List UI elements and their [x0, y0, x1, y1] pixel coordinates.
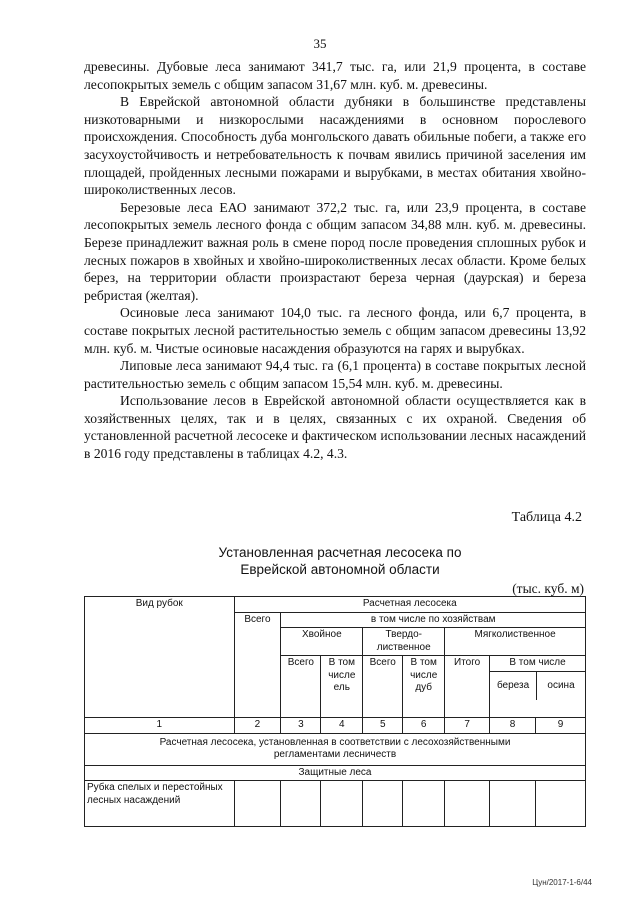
header-cell-label: В том числе	[490, 656, 585, 672]
section-row	[85, 733, 586, 765]
body-text	[84, 58, 586, 463]
page-number: 35	[313, 36, 327, 51]
column-number: 8	[490, 718, 536, 734]
header-cell: Всего	[363, 656, 403, 718]
header-cell-label: осина	[547, 679, 575, 691]
column-number: 3	[281, 718, 321, 734]
table-cell	[363, 781, 403, 827]
paragraph: Березовые леса ЕАО занимают 372,2 тыс. га, или 23,9 процента, в составе лесопокрытых земель лесного фонда с общим запасом 34,88 млн. куб. м. древесины. Березе принадлежит важная роль в смене пород после проведения сплошных рубок и лесных пожаров в хвойных и хвойно-широколиственных лесах области. Кроме белых берез, на территории области произрастают береза черная (даурская) и береза ребристая (желтая).	[84, 199, 586, 303]
column-number: 9	[536, 718, 586, 734]
table-cell	[490, 781, 536, 827]
header-cell: Хвойное	[281, 628, 363, 656]
column-number: 4	[321, 718, 363, 734]
column-number-row	[85, 718, 586, 734]
header-cell: Мягколиственное	[445, 628, 586, 656]
header-cell: Всего	[281, 656, 321, 718]
column-number: 2	[234, 718, 281, 734]
table-row	[85, 781, 586, 827]
column-number: 7	[445, 718, 490, 734]
table-title-line: Установленная расчетная лесосека по	[218, 545, 462, 560]
header-cell	[490, 656, 586, 718]
header-cell: Расчетная лесосека	[234, 597, 586, 613]
header-cell: В том числе ель	[321, 656, 363, 718]
table-cell	[536, 781, 586, 827]
header-cell: В том числе дуб	[403, 656, 445, 718]
table-cell	[445, 781, 490, 827]
header-cell: Всего	[234, 612, 281, 718]
paragraph: Липовые леса занимают 94,4 тыс. га (6,1 процента) в составе покрытых лесной растительностью земель с общим запасом 15,54 млн. куб. м. древесины.	[84, 358, 586, 391]
header-subcells	[490, 672, 585, 701]
table-cell	[281, 781, 321, 827]
row-label: Рубка спелых и перестойных лесных насаждений	[85, 781, 235, 827]
paragraph: древесины. Дубовые леса занимают 341,7 тыс. га, или 21,9 процента, в составе лесопокрытых земель с общим запасом 31,67 млн. куб. м. древесины.	[84, 59, 586, 92]
header-cell-label: береза	[490, 672, 537, 701]
header-cell: Твердо-лиственное	[363, 628, 445, 656]
table-title	[120, 544, 560, 578]
header-cell: Итого	[445, 656, 490, 718]
table-units: (тыс. куб. м)	[512, 581, 584, 596]
document-stamp: Цун/2017-1-6/44	[532, 878, 592, 887]
paragraph: Осиновые леса занимают 104,0 тыс. га лесного фонда, или 6,7 процента, в составе покрытых лесной растительностью земель с общим запасом древесины 13,92 млн. куб. м. Чистые осиновые насаждения образуются на гарях и вырубках.	[84, 305, 586, 356]
table-caption: Таблица 4.2	[511, 510, 582, 525]
table-title-line: Еврейской автономной области	[240, 562, 440, 577]
header-cell: в том числе по хозяйствам	[281, 612, 586, 628]
header-cell: Вид рубок	[85, 597, 235, 718]
section-cell: Расчетная лесосека, установленная в соответствии с лесохозяйственными регламентами лесничеств	[85, 733, 586, 765]
subsection-cell: Защитные леса	[85, 765, 586, 781]
column-number: 1	[85, 718, 235, 734]
table-cell	[403, 781, 445, 827]
column-number: 5	[363, 718, 403, 734]
paragraph: В Еврейской автономной области дубняки в большинстве представлены низкотоварными и низкорослыми насаждениями в основном порослевого происхождения. Способность дуба монгольского давать обильные побеги, а также его засухоустойчивость и нетребовательность к почвам явились причиной заселения им площадей, пройденных лесными пожарами и вырубками, в местах обитания хвойно-широколиственных лесов.	[84, 94, 586, 198]
header-row	[85, 597, 586, 613]
table-cell	[321, 781, 363, 827]
column-number: 6	[403, 718, 445, 734]
subsection-row	[85, 765, 586, 781]
paragraph: Использование лесов в Еврейской автономной области осуществляется как в хозяйственных целях, так и в целях, связанных с их охраной. Сведения об установленной расчетной лесосеке и фактическом использовании лесных насаждений в 2016 году представлены в таблицах 4.2, 4.3.	[84, 393, 586, 462]
lesoseka-table	[84, 596, 586, 827]
table-cell	[234, 781, 281, 827]
